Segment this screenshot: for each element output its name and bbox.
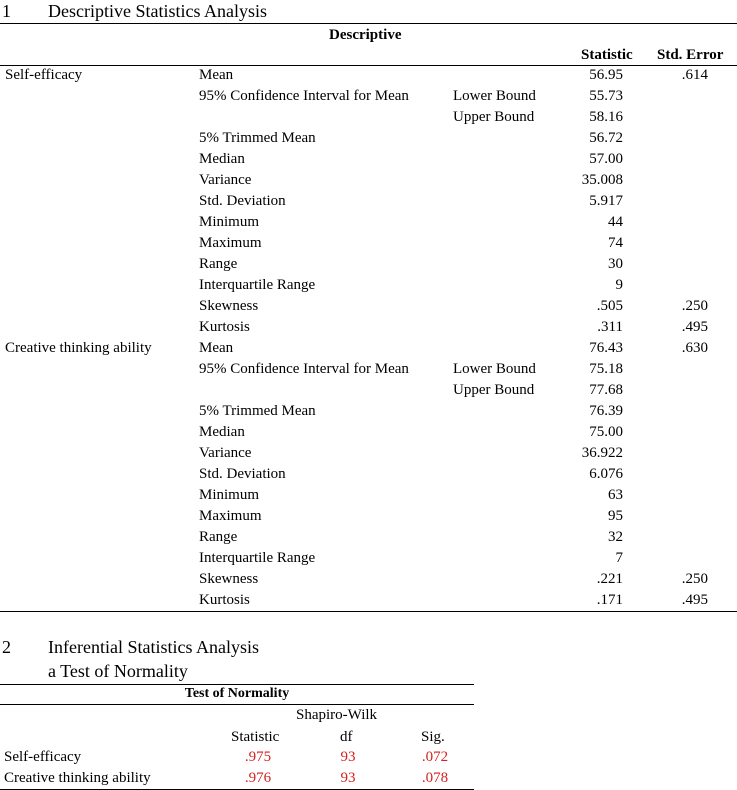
normality-row-df: 93 — [340, 770, 356, 786]
row-statistic: 57.00 — [589, 151, 623, 167]
row-statistic: 35.008 — [581, 172, 623, 188]
row-statistic: 44 — [608, 214, 623, 230]
col-header-statistic: Statistic — [581, 47, 633, 63]
row-statistic: 7 — [615, 550, 623, 566]
normality-table-title: Test of Normality — [184, 686, 290, 701]
row-label: Kurtosis — [199, 319, 250, 335]
normality-row-sig: .078 — [421, 770, 449, 786]
row-statistic: .505 — [596, 298, 623, 314]
row-label: Variance — [199, 172, 252, 188]
group-name: Creative thinking ability — [5, 340, 152, 356]
row-statistic: 58.16 — [589, 109, 623, 125]
row-label: Median — [199, 151, 245, 167]
row-label: Maximum — [199, 508, 262, 524]
normality-col-statistic: Statistic — [231, 729, 280, 745]
row-statistic: 30 — [608, 256, 623, 272]
row-label: 5% Trimmed Mean — [199, 130, 316, 146]
row-statistic: 95 — [608, 508, 623, 524]
row-statistic: 5.917 — [589, 193, 623, 209]
row-statistic: 56.95 — [589, 67, 623, 83]
row-statistic: 75.00 — [589, 424, 623, 440]
row-label: Minimum — [199, 487, 260, 503]
row-label: 5% Trimmed Mean — [199, 403, 316, 419]
row-sublabel: Lower Bound — [453, 361, 536, 377]
row-statistic: 32 — [608, 529, 623, 545]
row-std-error: .614 — [681, 67, 708, 83]
descriptive-bottom-rule — [0, 611, 737, 612]
section2-subtitle: a Test of Normality — [48, 661, 188, 681]
row-sublabel: Lower Bound — [453, 88, 536, 104]
normality-top-rule — [0, 684, 474, 685]
row-label: Std. Deviation — [199, 193, 286, 209]
row-statistic: 56.72 — [589, 130, 623, 146]
row-label: Range — [199, 529, 238, 545]
row-label: Minimum — [199, 214, 260, 230]
section2-number: 2 — [2, 637, 11, 657]
row-label: Skewness — [199, 571, 259, 587]
normality-test-name: Shapiro-Wilk — [296, 707, 378, 723]
row-statistic: 6.076 — [589, 466, 623, 482]
row-label: Interquartile Range — [199, 550, 316, 566]
row-label: Range — [199, 256, 238, 272]
section1-title: Descriptive Statistics Analysis — [48, 1, 267, 21]
row-std-error: .495 — [681, 319, 708, 335]
descriptive-table-title: Descriptive — [329, 27, 402, 43]
row-std-error: .630 — [681, 340, 708, 356]
normality-col-df: df — [340, 729, 353, 745]
row-sublabel: Upper Bound — [453, 109, 535, 125]
normality-row-name: Self-efficacy — [4, 749, 82, 765]
row-label: Std. Deviation — [199, 466, 286, 482]
normality-title-rule — [0, 704, 474, 705]
row-label: Maximum — [199, 235, 262, 251]
row-statistic: 36.922 — [581, 445, 623, 461]
row-statistic: .311 — [597, 319, 623, 335]
row-label: 95% Confidence Interval for Mean — [199, 361, 409, 377]
section1-number: 1 — [2, 1, 11, 21]
normality-row-statistic: .975 — [244, 749, 272, 765]
row-statistic: 75.18 — [589, 361, 623, 377]
normality-row-df: 93 — [340, 749, 356, 765]
row-statistic: .221 — [596, 571, 623, 587]
group-name: Self-efficacy — [5, 67, 83, 83]
row-label: Mean — [199, 340, 234, 356]
row-statistic: 76.39 — [589, 403, 623, 419]
descriptive-header-rule — [0, 65, 737, 66]
row-statistic: 74 — [608, 235, 623, 251]
row-std-error: .495 — [681, 592, 708, 608]
row-label: Mean — [199, 67, 234, 83]
row-label: Kurtosis — [199, 592, 250, 608]
row-statistic: .171 — [596, 592, 623, 608]
section2-title: Inferential Statistics Analysis — [48, 637, 259, 657]
row-label: Interquartile Range — [199, 277, 316, 293]
descriptive-top-rule — [0, 23, 737, 24]
row-label: 95% Confidence Interval for Mean — [199, 88, 409, 104]
row-statistic: 9 — [615, 277, 623, 293]
row-statistic: 76.43 — [589, 340, 623, 356]
row-label: Variance — [199, 445, 252, 461]
row-sublabel: Upper Bound — [453, 382, 535, 398]
row-label: Median — [199, 424, 245, 440]
row-std-error: .250 — [681, 298, 708, 314]
row-std-error: .250 — [681, 571, 708, 587]
normality-col-sig: Sig. — [421, 729, 445, 745]
normality-row-sig: .072 — [421, 749, 449, 765]
row-statistic: 63 — [608, 487, 623, 503]
normality-row-statistic: .976 — [244, 770, 272, 786]
row-statistic: 77.68 — [589, 382, 623, 398]
row-statistic: 55.73 — [589, 88, 623, 104]
col-header-std-error: Std. Error — [657, 47, 724, 63]
row-label: Skewness — [199, 298, 259, 314]
normality-row-name: Creative thinking ability — [4, 770, 151, 786]
